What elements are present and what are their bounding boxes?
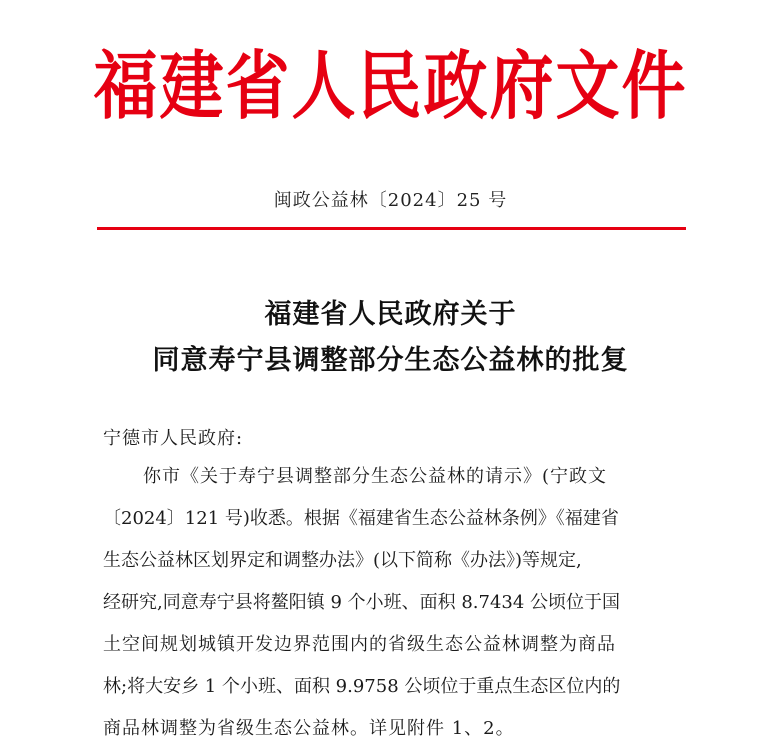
body-line-7: 商品林调整为省级生态公益林。详见附件 1、2。 <box>103 718 515 739</box>
red-divider-line <box>97 227 686 230</box>
body-line-2: 〔2024〕121 号)收悉。根据《福建省生态公益林条例》《福建省 <box>103 508 619 529</box>
document-title-line-1: 福建省人民政府关于 <box>264 299 517 330</box>
document-number: 闽政公益林〔2024〕25 号 <box>273 190 508 211</box>
body-line-5: 土空间规划城镇开发边界范围内的省级生态公益林调整为商品 <box>103 634 616 655</box>
body-line-6: 林;将大安乡 1 个小班、面积 9.9758 公顷位于重点生态区位内的 <box>103 676 621 697</box>
salutation: 宁德市人民政府: <box>103 428 244 449</box>
body-line-4: 经研究,同意寿宁县将鳌阳镇 9 个小班、面积 8.7434 公顷位于国 <box>103 592 621 613</box>
body-line-1: 你市《关于寿宁县调整部分生态公益林的请示》(宁政文 <box>143 466 608 487</box>
document-title-line-2: 同意寿宁县调整部分生态公益林的批复 <box>152 345 629 376</box>
body-line-3: 生态公益林区划界定和调整办法》(以下简称《办法》)等规定, <box>103 550 582 571</box>
issuer-masthead: 福建省人民政府文件 <box>93 43 688 130</box>
